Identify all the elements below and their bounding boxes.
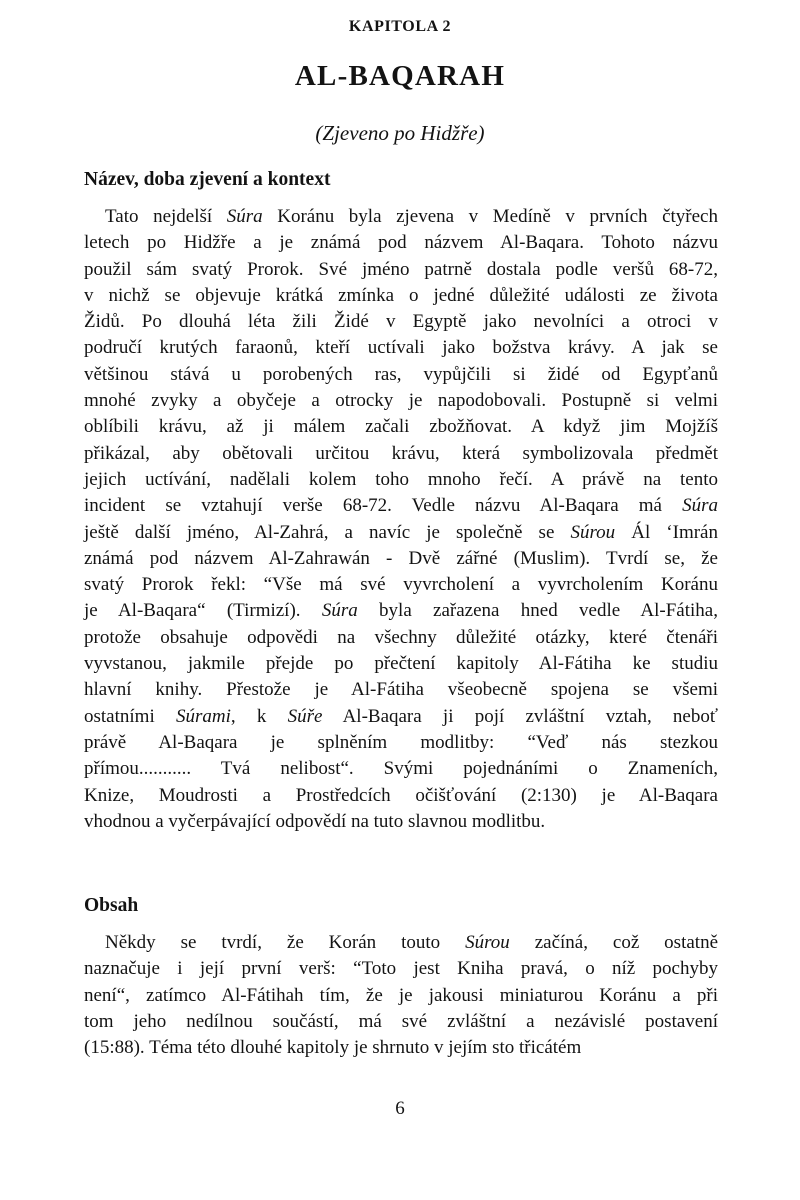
text-line: (15:88). Téma této dlouhé kapitoly je shrnuto v jejím sto třicátém (84, 1037, 582, 1059)
text-line: područí krutých faraonů, kteří uctívali jako božstva krávy. A jak se (84, 337, 718, 359)
text-line: ještě další jméno, Al-Zahrá, a navíc je společně se Súrou Ál ‘Imrán (84, 521, 718, 543)
text-line: Židů. Po dlouhá léta žili Židé v Egyptě jako nevolníci a otroci v (84, 311, 718, 333)
text-line: není“, zatímco Al-Fátihah tím, že je jakousi miniaturou Koránu a při (84, 984, 718, 1006)
page-content (84, 168, 718, 1062)
text-line: hlavní knihy. Přestože je Al-Fátiha všeobecně spojena se všemi (84, 679, 718, 701)
text-line: jejich uctívání, nadělali kolem toho mnoho řečí. A právě na tento (84, 468, 718, 490)
text-line: je Al-Baqara“ (Tirmizí). Súra byla zařazena hned vedle Al-Fátiha, (84, 600, 718, 622)
text-line: naznačuje i její první verš: “Toto jest Kniha pravá, o níž pochyby (84, 958, 718, 980)
page-number: 6 (395, 1098, 405, 1119)
text-line: protože obsahuje odpovědi na všechny důležité otázky, které čtenáři (84, 626, 718, 648)
text-line: mnohé zvyky a obyčeje a otrocky je napodobovali. Postupně si velmi (84, 390, 718, 412)
text-line: Někdy se tvrdí, že Korán touto Súrou začíná, což ostatně (105, 932, 718, 954)
chapter-title: AL-BAQARAH (294, 60, 506, 92)
text-line: svatý Prorok řekl: “Vše má své vyvrcholení a vyvrcholením Koránu (84, 574, 718, 596)
text-line: většinou stává u porobených ras, vypůjčili si židé od Egypťanů (84, 363, 718, 385)
text-line: ostatními Súrami, k Súře Al-Baqara ji pojí zvláštní vztah, neboť (84, 705, 718, 727)
text-line: letech po Hidžře a je známá pod názvem Al-Baqara. Tohoto názvu (84, 232, 718, 254)
chapter-kicker: KAPITOLA 2 (348, 18, 452, 35)
section-paragraph-name-context (84, 204, 718, 835)
section-paragraph-obsah (84, 930, 718, 1061)
text-line: přikázal, aby obětovali určitou krávu, která symbolizovala předmět (84, 442, 718, 464)
text-line: přímou........... Tvá nelibost“. Svými pojednáními o Znameních, (84, 758, 718, 780)
text-line: oblíbili krávu, až ji málem začali zbožňovat. A když jim Mojžíš (84, 416, 718, 438)
text-line: právě Al-Baqara je splněním modlitby: “Veď nás stezkou (84, 731, 718, 753)
text-line: známá pod názvem Al-Zahrawán - Dvě zářné (Muslim). Tvrdí se, že (84, 547, 718, 569)
text-line: tom jeho nedílnou součástí, má své zvláštní a nezávislé postavení (84, 1011, 718, 1033)
text-line: Knize, Moudrosti a Prostředcích očišťování (2:130) je Al-Baqara (84, 784, 718, 806)
revelation-subtitle: (Zjeveno po Hidžře) (315, 121, 485, 145)
text-line: v nichž se objevuje krátká zmínka o jedné důležité události ze života (84, 284, 718, 306)
section-heading-obsah: Obsah (84, 895, 139, 917)
text-line: Tato nejdelší Súra Koránu byla zjevena v Medíně v prvních čtyřech (105, 206, 718, 227)
section-heading-name-context: Název, doba zjevení a kontext (84, 169, 331, 190)
text-line: použil sám svatý Prorok. Své jméno patrně dostala podle veršů 68-72, (84, 258, 718, 280)
text-line: vyvstanou, jakmile přejde po přečtení kapitoly Al-Fátiha ke studiu (84, 653, 718, 675)
text-line: incident se vztahují verše 68-72. Vedle názvu Al-Baqara má Súra (84, 495, 718, 517)
text-line: vhodnou a vyčerpávající odpovědí na tuto slavnou modlitbu. (84, 810, 546, 832)
